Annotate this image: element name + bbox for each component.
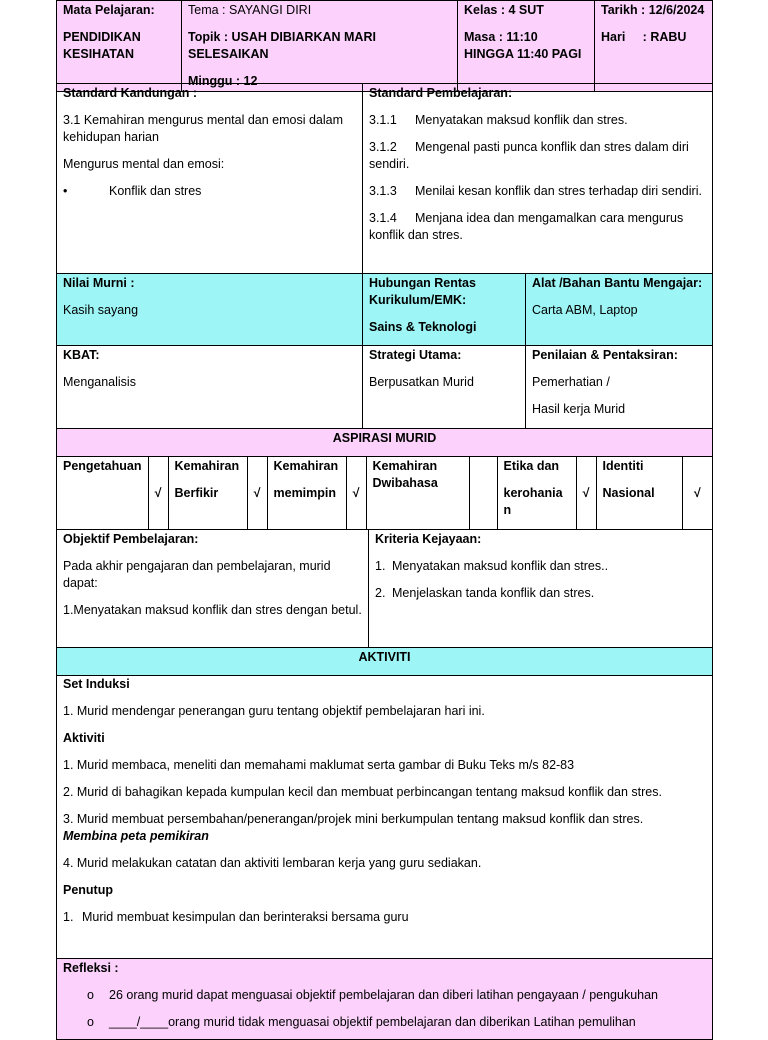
circle-bullet-icon: o: [87, 988, 94, 1002]
refleksi-item: o 26 orang murid dapat menguasai objektif pembelajaran dan diberi latihan pengayaan / pengukuhan: [63, 987, 706, 1004]
kriteria-item: 2. Menjelaskan tanda konflik dan stres.: [375, 586, 595, 600]
aktiviti-title: AKTIVITI: [56, 647, 713, 676]
nilai-value: Kasih sayang: [63, 303, 139, 317]
kbat-table: [56, 345, 713, 429]
penilaian-1: Pemerhatian /: [532, 375, 610, 389]
kriteria-cell: [369, 530, 713, 648]
abm-value: Carta ABM, Laptop: [532, 303, 638, 317]
emk-label: Hubungan Rentas Kurikulum/EMK:: [369, 276, 476, 307]
check-icon: √: [247, 457, 267, 530]
kriteria-label: Kriteria Kejayaan:: [375, 532, 482, 546]
emk-value: Sains & Teknologi: [369, 320, 477, 334]
tarikh: Tarikh : 12/6/2024: [601, 3, 705, 17]
sk-cell: [57, 84, 363, 274]
aspirasi-item: Pengetahuan: [57, 457, 149, 530]
check-icon: √: [576, 457, 596, 530]
subject-value: PENDIDIKAN KESIHATAN: [63, 30, 141, 61]
check-icon: √: [148, 457, 168, 530]
hari: Hari : RABU: [601, 30, 687, 44]
nilai-cell: [57, 274, 363, 346]
strategi-cell: [363, 346, 526, 429]
circle-bullet-icon: o: [87, 1015, 94, 1029]
tarikh-cell: [595, 1, 713, 92]
nilai-table: [56, 273, 713, 346]
emk-cell: [363, 274, 526, 346]
subject-label: Mata Pelajaran:: [63, 3, 155, 17]
header-table: [56, 0, 713, 92]
kelas-cell: [458, 1, 595, 92]
masa: Masa : 11:10: [464, 30, 538, 44]
topik: Topik : USAH DIBIARKAN MARI SELESAIKAN: [188, 30, 376, 61]
minggu: Minggu : 12: [188, 74, 258, 88]
aktiviti-item: 2. Murid di bahagikan kepada kumpulan kecil dan membuat perbincangan tentang maksud konflik dan stres.: [63, 785, 662, 799]
kbat-cell: [57, 346, 363, 429]
aspirasi-title: ASPIRASI MURID: [56, 428, 713, 457]
objektif-item: 1.Menyatakan maksud konflik dan stres dengan betul.: [63, 603, 362, 617]
sk-text-2: Mengurus mental dan emosi:: [63, 157, 225, 171]
sp-item: 3.1.1 Menyatakan maksud konflik dan stres.: [369, 113, 628, 127]
check-icon: √: [682, 457, 713, 530]
set-induksi-text: 1. Murid mendengar penerangan guru tentang objektif pembelajaran hari ini.: [63, 704, 485, 718]
aktiviti-item: 4. Murid melakukan catatan dan aktiviti lembaran kerja yang guru sediakan.: [63, 856, 482, 870]
aktiviti-item: 3. Murid membuat persembahan/penerangan/projek mini berkumpulan tentang maksud konflik dan stres.: [63, 812, 644, 826]
sp-cell: [363, 84, 713, 274]
sk-bullet-row: [63, 183, 356, 200]
sk-label: Standard Kandungan :: [63, 86, 198, 100]
aspirasi-item: Kemahiran Dwibahasa: [366, 457, 469, 530]
refleksi-label: Refleksi :: [63, 961, 119, 975]
subject-cell: [57, 1, 182, 92]
aspirasi-item: Etika dan kerohania n: [497, 457, 576, 530]
nilai-label: Nilai Murni :: [63, 276, 135, 290]
sp-item: 3.1.2 Mengenal pasti punca konflik dan stres dalam diri sendiri.: [369, 140, 689, 171]
sk-text-3: Konflik dan stres: [109, 184, 202, 198]
strategi-value: Berpusatkan Murid: [369, 375, 474, 389]
set-induksi-label: Set Induksi: [63, 677, 130, 691]
objektif-intro: Pada akhir pengajaran dan pembelajaran, murid dapat:: [63, 559, 331, 590]
aktiviti-body: [56, 675, 713, 959]
hingga: HINGGA 11:40 PAGI: [464, 47, 582, 61]
kelas: Kelas : 4 SUT: [464, 3, 544, 17]
aspirasi-item: Kemahiran Berfikir: [168, 457, 247, 530]
abm-label: Alat /Bahan Bantu Mengajar:: [532, 276, 703, 290]
refleksi-section: [56, 958, 713, 1040]
aspirasi-item: Kemahiran memimpin: [267, 457, 346, 530]
empty-check-cell: [469, 457, 497, 530]
sp-label: Standard Pembelajaran:: [369, 86, 513, 100]
kriteria-item: 1. Menyatakan maksud konflik dan stres..: [375, 559, 609, 573]
abm-cell: [526, 274, 713, 346]
penilaian-cell: [526, 346, 713, 429]
objektif-label: Objektif Pembelajaran:: [63, 532, 199, 546]
check-icon: √: [346, 457, 366, 530]
sk-text-1: 3.1 Kemahiran mengurus mental dan emosi dalam kehidupan harian: [63, 113, 344, 144]
penutup-item: 1. Murid membuat kesimpulan dan berinteraksi bersama guru: [63, 910, 409, 924]
objektif-table: [56, 529, 713, 648]
kbat-label: KBAT:: [63, 348, 100, 362]
tema: Tema : SAYANGI DIRI: [188, 3, 312, 17]
objektif-cell: [57, 530, 369, 648]
aktiviti-label: Aktiviti: [63, 731, 105, 745]
sp-item: 3.1.3 Menilai kesan konflik dan stres terhadap diri sendiri.: [369, 184, 702, 198]
tema-cell: [182, 1, 458, 92]
aktiviti-item: 1. Murid membaca, meneliti dan memahami maklumat serta gambar di Buku Teks m/s 82-83: [63, 758, 575, 772]
refleksi-item: o ____/____orang murid tidak menguasai objektif pembelajaran dan diberikan Latihan pemulihan: [63, 1014, 706, 1031]
penutup-label: Penutup: [63, 883, 113, 897]
bullet-icon: •: [63, 184, 68, 198]
strategi-label: Strategi Utama:: [369, 348, 462, 362]
standard-table: [56, 83, 713, 274]
aspirasi-item: Identiti Nasional: [596, 457, 682, 530]
aktiviti-item-italic: Membina peta pemikiran: [63, 829, 209, 843]
kbat-value: Menganalisis: [63, 375, 136, 389]
aspirasi-table: [56, 456, 713, 530]
penilaian-2: Hasil kerja Murid: [532, 402, 626, 416]
penilaian-label: Penilaian & Pentaksiran:: [532, 348, 678, 362]
sp-item: 3.1.4 Menjana idea dan mengamalkan cara mengurus konflik dan stres.: [369, 211, 684, 242]
